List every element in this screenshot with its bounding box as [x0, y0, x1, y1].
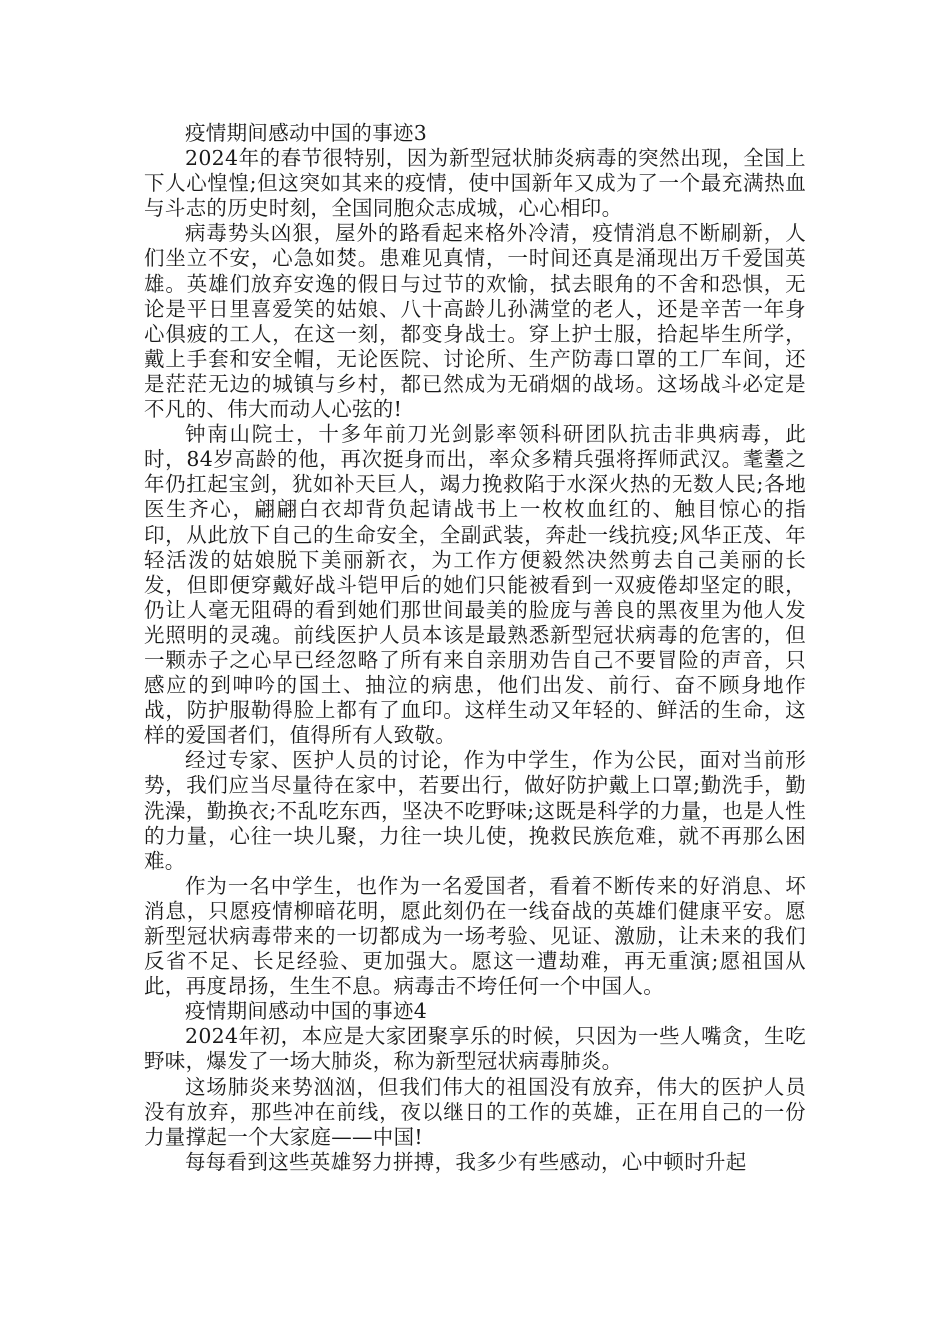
- paragraph: 病毒势头凶狠，屋外的路看起来格外冷清，疫情消息不断刷新，人们坐立不安，心急如焚。患难见真情，一时间还真是涌现出万千爱国英雄。英雄们放弃安逸的假日与过节的欢愉，拭去眼角的不舍和恐惧，无论是平日里喜爱笑的姑娘、八十高龄儿孙满堂的老人，还是辛苦一年身心俱疲的工人，在这一刻，都变身战士。穿上护士服，拾起毕生所学，戴上手套和安全帽，无论医院、讨论所、生产防毒口罩的工厂车间，还是茫茫无边的城镇与乡村，都已然成为无硝烟的战场。这场战斗必定是不凡的、伟大而动人心弦的!: [144, 221, 806, 422]
- paragraph: 作为一名中学生，也作为一名爱国者，看着不断传来的好消息、坏消息，只愿疫情柳暗花明，愿此刻仍在一线奋战的英雄们健康平安。愿新型冠状病毒带来的一切都成为一场考验、见证、激励，让未来的我们反省不足、长足经验、更加强大。愿这一遭劫难，再无重演;愿祖国从此，再度昂扬，生生不息。病毒击不垮任何一个中国人。: [144, 873, 806, 999]
- section-title-3: 疫情期间感动中国的事迹3: [185, 121, 428, 145]
- paragraph: 钟南山院士，十多年前刀光剑影率领科研团队抗击非典病毒，此时，84岁高龄的他，再次挺身而出，率众多精兵强将挥师武汉。耄耋之年仍扛起宝剑，犹如补天巨人，竭力挽救陷于水深火热的无数人民;各地医生齐心，翩翩白衣却背负起请战书上一枚枚血红的、触目惊心的指印，从此放下自己的生命安全，全副武装，奔赴一线抗疫;风华正茂、年轻活泼的姑娘脱下美丽新衣，为工作方便毅然决然剪去自己美丽的长发，但即便穿戴好战斗铠甲后的她们只能被看到一双疲倦却坚定的眼，仍让人毫无阻碍的看到她们那世间最美的脸庞与善良的黑夜里为他人发光照明的灵魂。前线医护人员本该是最熟悉新型冠状病毒的危害的，但一颗赤子之心早已经忽略了所有来自亲朋劝告自己不要冒险的声音，只感应的到呻吟的国土、抽泣的病患，他们出发、前行、奋不顾身地作战，防护服勒得脸上都有了血印。这样生动又年轻的、鲜活的生命，这样的爱国者们，值得所有人致敬。: [144, 422, 806, 748]
- document-page: [144, 121, 806, 1175]
- paragraph: 经过专家、医护人员的讨论，作为中学生，作为公民，面对当前形势，我们应当尽量待在家中，若要出行，做好防护戴上口罩;勤洗手，勤洗澡，勤换衣;不乱吃东西，坚决不吃野味;这既是科学的力量，也是人性的力量，心往一块儿聚，力往一块儿使，挽救民族危难，就不再那么困难。: [144, 748, 806, 873]
- paragraph: 2024年的春节很特别，因为新型冠状肺炎病毒的突然出现，全国上下人心惶惶;但这突如其来的疫情，使中国新年又成为了一个最充满热血与斗志的历史时刻，全国同胞众志成城，心心相印。: [144, 146, 806, 221]
- paragraph: 这场肺炎来势汹汹，但我们伟大的祖国没有放弃，伟大的医护人员没有放弃，那些冲在前线，夜以继日的工作的英雄，正在用自己的一份力量撑起一个大家庭——中国!: [144, 1074, 806, 1149]
- section-title-4: 疫情期间感动中国的事迹4: [185, 999, 428, 1024]
- paragraph: 每每看到这些英雄努力拼搏，我多少有些感动，心中顿时升起: [185, 1149, 747, 1174]
- paragraph: 2024年初，本应是大家团聚享乐的时候，只因为一些人嘴贪，生吃野味，爆发了一场大肺炎，称为新型冠状病毒肺炎。: [144, 1024, 806, 1074]
